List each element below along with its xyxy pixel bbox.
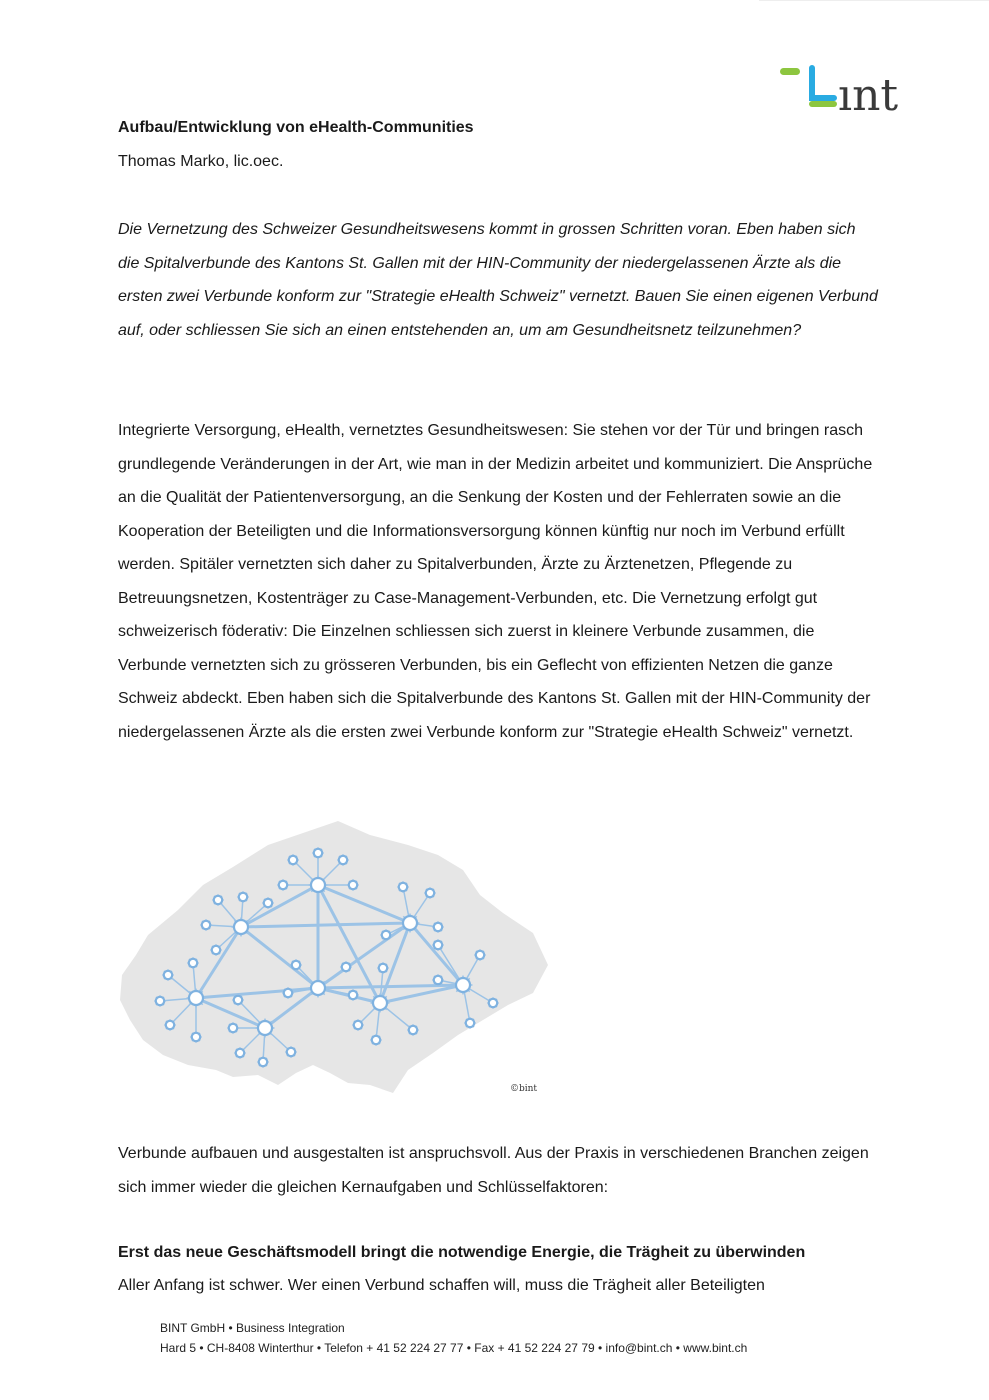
svg-text:ınt: ınt bbox=[838, 70, 899, 118]
network-node bbox=[407, 1024, 418, 1035]
network-node bbox=[187, 957, 198, 968]
body-paragraph-2: Verbunde aufbauen und ausgestalten ist anspruchsvoll. Aus der Praxis in verschiedenen Branchen zeigen sich immer wieder die gleichen Kernaufgaben und Schlüsselfaktoren: bbox=[118, 1145, 869, 1196]
network-node bbox=[312, 847, 323, 858]
network-node bbox=[432, 921, 443, 932]
network-node bbox=[282, 987, 293, 998]
network-node bbox=[212, 894, 223, 905]
network-node bbox=[210, 944, 221, 955]
bint-logo bbox=[776, 64, 922, 118]
switzerland-network-map bbox=[108, 815, 550, 1105]
network-node bbox=[287, 854, 298, 865]
network-node bbox=[340, 961, 351, 972]
network-node bbox=[432, 974, 443, 985]
network-node bbox=[347, 879, 358, 890]
body-paragraph-1: Integrierte Versorgung, eHealth, vernetztes Gesundheitswesen: Sie stehen vor der Tür und bringen rasch grundlegende Veränderungen in der Art, wie man in der Medizin arbeitet und kommuniziert. Die Ansprüche an die Qualität der Patientenversorgung, an die Senkung der Kosten und der Fehlerraten sowie an die Kooperation der Beteiligten und die Informationsversorgung können künftig nur noch im Verbund erfüllt werden. Spitäler vernetzten sich daher zu Spitalverbunden, Ärzte zu Ärztenetzen, Pflegende zu Betreuungsnetzen, Kostenträger zu Case-Management-Verbunden, etc. Die Vernetzung erfolgt gut schweizerisch föderativ: Die Einzelnen schliessen sich zuerst in kleinere Verbunde zusammen, die Verbunde vernetzten sich zu grösseren Verbunden, bis ein Geflecht von effizienten Netzen die ganze Schweiz abdeckt. Eben haben sich die Spitalverbunde des Kantons St. Gallen mit der HIN-Community der niedergelassenen Ärzte als die ersten zwei Verbunde konform zur "Strategie eHealth Schweiz" vernetzt. bbox=[118, 422, 873, 741]
network-node bbox=[401, 914, 420, 933]
network-node bbox=[234, 1047, 245, 1058]
network-node bbox=[290, 959, 301, 970]
network-node bbox=[370, 1034, 381, 1045]
network-node bbox=[227, 1022, 238, 1033]
page-footer bbox=[160, 1318, 747, 1358]
image-copyright: ©bint bbox=[510, 1084, 538, 1094]
network-node bbox=[277, 879, 288, 890]
network-node bbox=[309, 876, 328, 895]
network-node bbox=[200, 919, 211, 930]
network-node bbox=[347, 989, 358, 1000]
network-node bbox=[424, 887, 435, 898]
network-node bbox=[454, 976, 473, 995]
network-node bbox=[285, 1046, 296, 1057]
footer-contact: Hard 5 • CH-8408 Winterthur • Telefon + 41 52 224 27 77 • Fax + 41 52 224 27 79 • info@bint.ch • www.bint.ch bbox=[160, 1341, 748, 1355]
network-node bbox=[257, 1056, 268, 1067]
network-node bbox=[352, 1019, 363, 1030]
network-node bbox=[487, 997, 498, 1008]
network-node bbox=[309, 979, 328, 998]
footer-company: BINT GmbH • Business Integration bbox=[160, 1321, 345, 1335]
network-node bbox=[262, 897, 273, 908]
network-node bbox=[432, 939, 443, 950]
lead-paragraph: Die Vernetzung des Schweizer Gesundheitswesens kommt in grossen Schritten voran. Eben haben sich die Spitalverbunde des Kantons St. Gallen mit der HIN-Community der niedergelassenen Ärzte als die ersten zwei Verbunde konform zur "Strategie eHealth Schweiz" vernetzt. Bauen Sie einen eigenen Verbund auf, oder schliessen Sie sich an einen entstehenden an, um am Gesundheitsnetz teilzunehmen? bbox=[118, 221, 878, 339]
network-node bbox=[380, 929, 391, 940]
network-node bbox=[474, 949, 485, 960]
network-node bbox=[187, 989, 206, 1008]
article-author: Thomas Marko, lic.oec. bbox=[118, 153, 284, 170]
network-node bbox=[371, 994, 390, 1013]
page-edge-line bbox=[759, 0, 989, 9]
network-node bbox=[164, 1019, 175, 1030]
article-title: Aufbau/Entwicklung von eHealth-Communities bbox=[118, 119, 474, 136]
network-node bbox=[232, 994, 243, 1005]
network-node bbox=[377, 962, 388, 973]
network-node bbox=[190, 1031, 201, 1042]
section-heading: Erst das neue Geschäftsmodell bringt die notwendige Energie, die Trägheit zu überwinden bbox=[118, 1244, 806, 1261]
network-node bbox=[464, 1017, 475, 1028]
network-node bbox=[232, 918, 251, 937]
network-node bbox=[237, 891, 248, 902]
network-node bbox=[397, 881, 408, 892]
network-node bbox=[154, 995, 165, 1006]
network-node bbox=[256, 1019, 275, 1038]
network-node bbox=[337, 854, 348, 865]
network-node bbox=[162, 969, 173, 980]
body-paragraph-3: Aller Anfang ist schwer. Wer einen Verbund schaffen will, muss die Trägheit aller Beteiligten bbox=[118, 1277, 765, 1294]
